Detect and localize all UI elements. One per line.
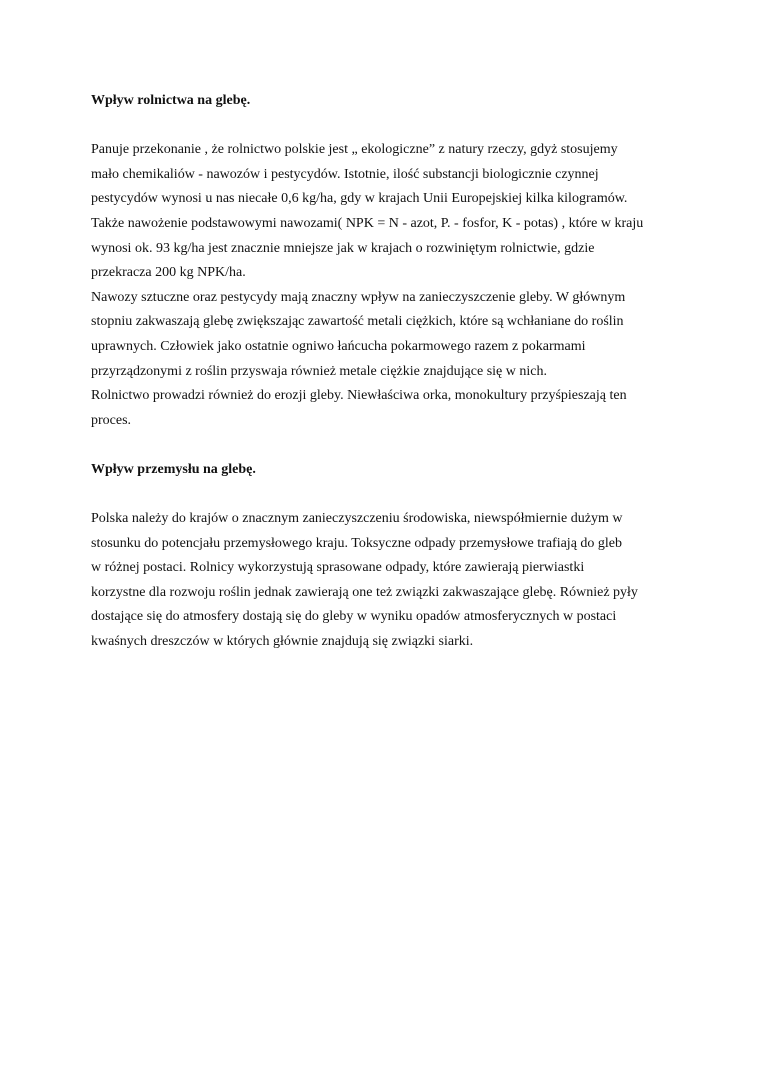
text-line: przekracza 200 kg NPK/ha. — [91, 265, 246, 281]
text-line: Rolnictwo prowadzi również do erozji gleby. Niewłaściwa orka, monokultury przyśpieszają ten — [91, 388, 627, 404]
paragraph-agriculture — [91, 138, 681, 433]
text-line: Polska należy do krajów o znacznym zanieczyszczeniu środowiska, niewspółmiernie dużym w — [91, 511, 623, 527]
text-line: wynosi ok. 93 kg/ha jest znacznie mniejsze jak w krajach o rozwiniętym rolnictwie, gdzie — [91, 240, 595, 256]
text-line: uprawnych. Człowiek jako ostatnie ogniwo łańcucha pokarmowego razem z pokarmami — [91, 338, 586, 354]
text-line: pestycydów wynosi u nas niecałe 0,6 kg/ha, gdy w krajach Unii Europejskiej kilka kilogramów. — [91, 191, 628, 207]
section-heading-agriculture: Wpływ rolnictwa na glebę. — [91, 93, 251, 108]
text-line: proces. — [91, 412, 132, 428]
text-line: Panuje przekonanie , że rolnictwo polskie jest „ ekologiczne” z natury rzeczy, gdyż stosujemy — [91, 142, 618, 158]
text-line: w różnej postaci. Rolnicy wykorzystują sprasowane odpady, które zawierają pierwiastki — [91, 560, 585, 576]
text-line: kwaśnych dreszczów w których głównie znajdują się związki siarki. — [91, 634, 474, 650]
section-heading-industry: Wpływ przemysłu na glebę. — [91, 461, 256, 477]
paragraph-industry — [91, 507, 681, 655]
text-line: Nawozy sztuczne oraz pestycydy mają znaczny wpływ na zanieczyszczenie gleby. W głównym — [91, 289, 626, 305]
text-line: stosunku do potencjału przemysłowego kraju. Toksyczne odpady przemysłowe trafiają do gleb — [91, 535, 623, 551]
text-line: korzystne dla rozwoju roślin jednak zawierają one też związki zakwaszające glebę. Również pyły — [91, 584, 638, 600]
text-line: Także nawożenie podstawowymi nawozami( NPK = N - azot, P. - fosfor, K - potas) , które w kraju — [91, 215, 644, 231]
document-body — [91, 89, 681, 655]
text-line: stopniu zakwaszają glebę zwiększając zawartość metali ciężkich, które są wchłaniane do roślin — [91, 314, 624, 330]
spacer — [91, 114, 681, 139]
spacer — [91, 483, 681, 508]
text-line: mało chemikaliów - nawozów i pestycydów. Istotnie, ilość substancji biologicznie czynnej — [91, 166, 599, 182]
spacer — [91, 433, 681, 458]
text-line: dostające się do atmosfery dostają się do gleby w wyniku opadów atmosferycznych w postaci — [91, 609, 617, 625]
text-line: przyrządzonymi z roślin przyswaja również metale ciężkie znajdujące się w nich. — [91, 363, 547, 379]
